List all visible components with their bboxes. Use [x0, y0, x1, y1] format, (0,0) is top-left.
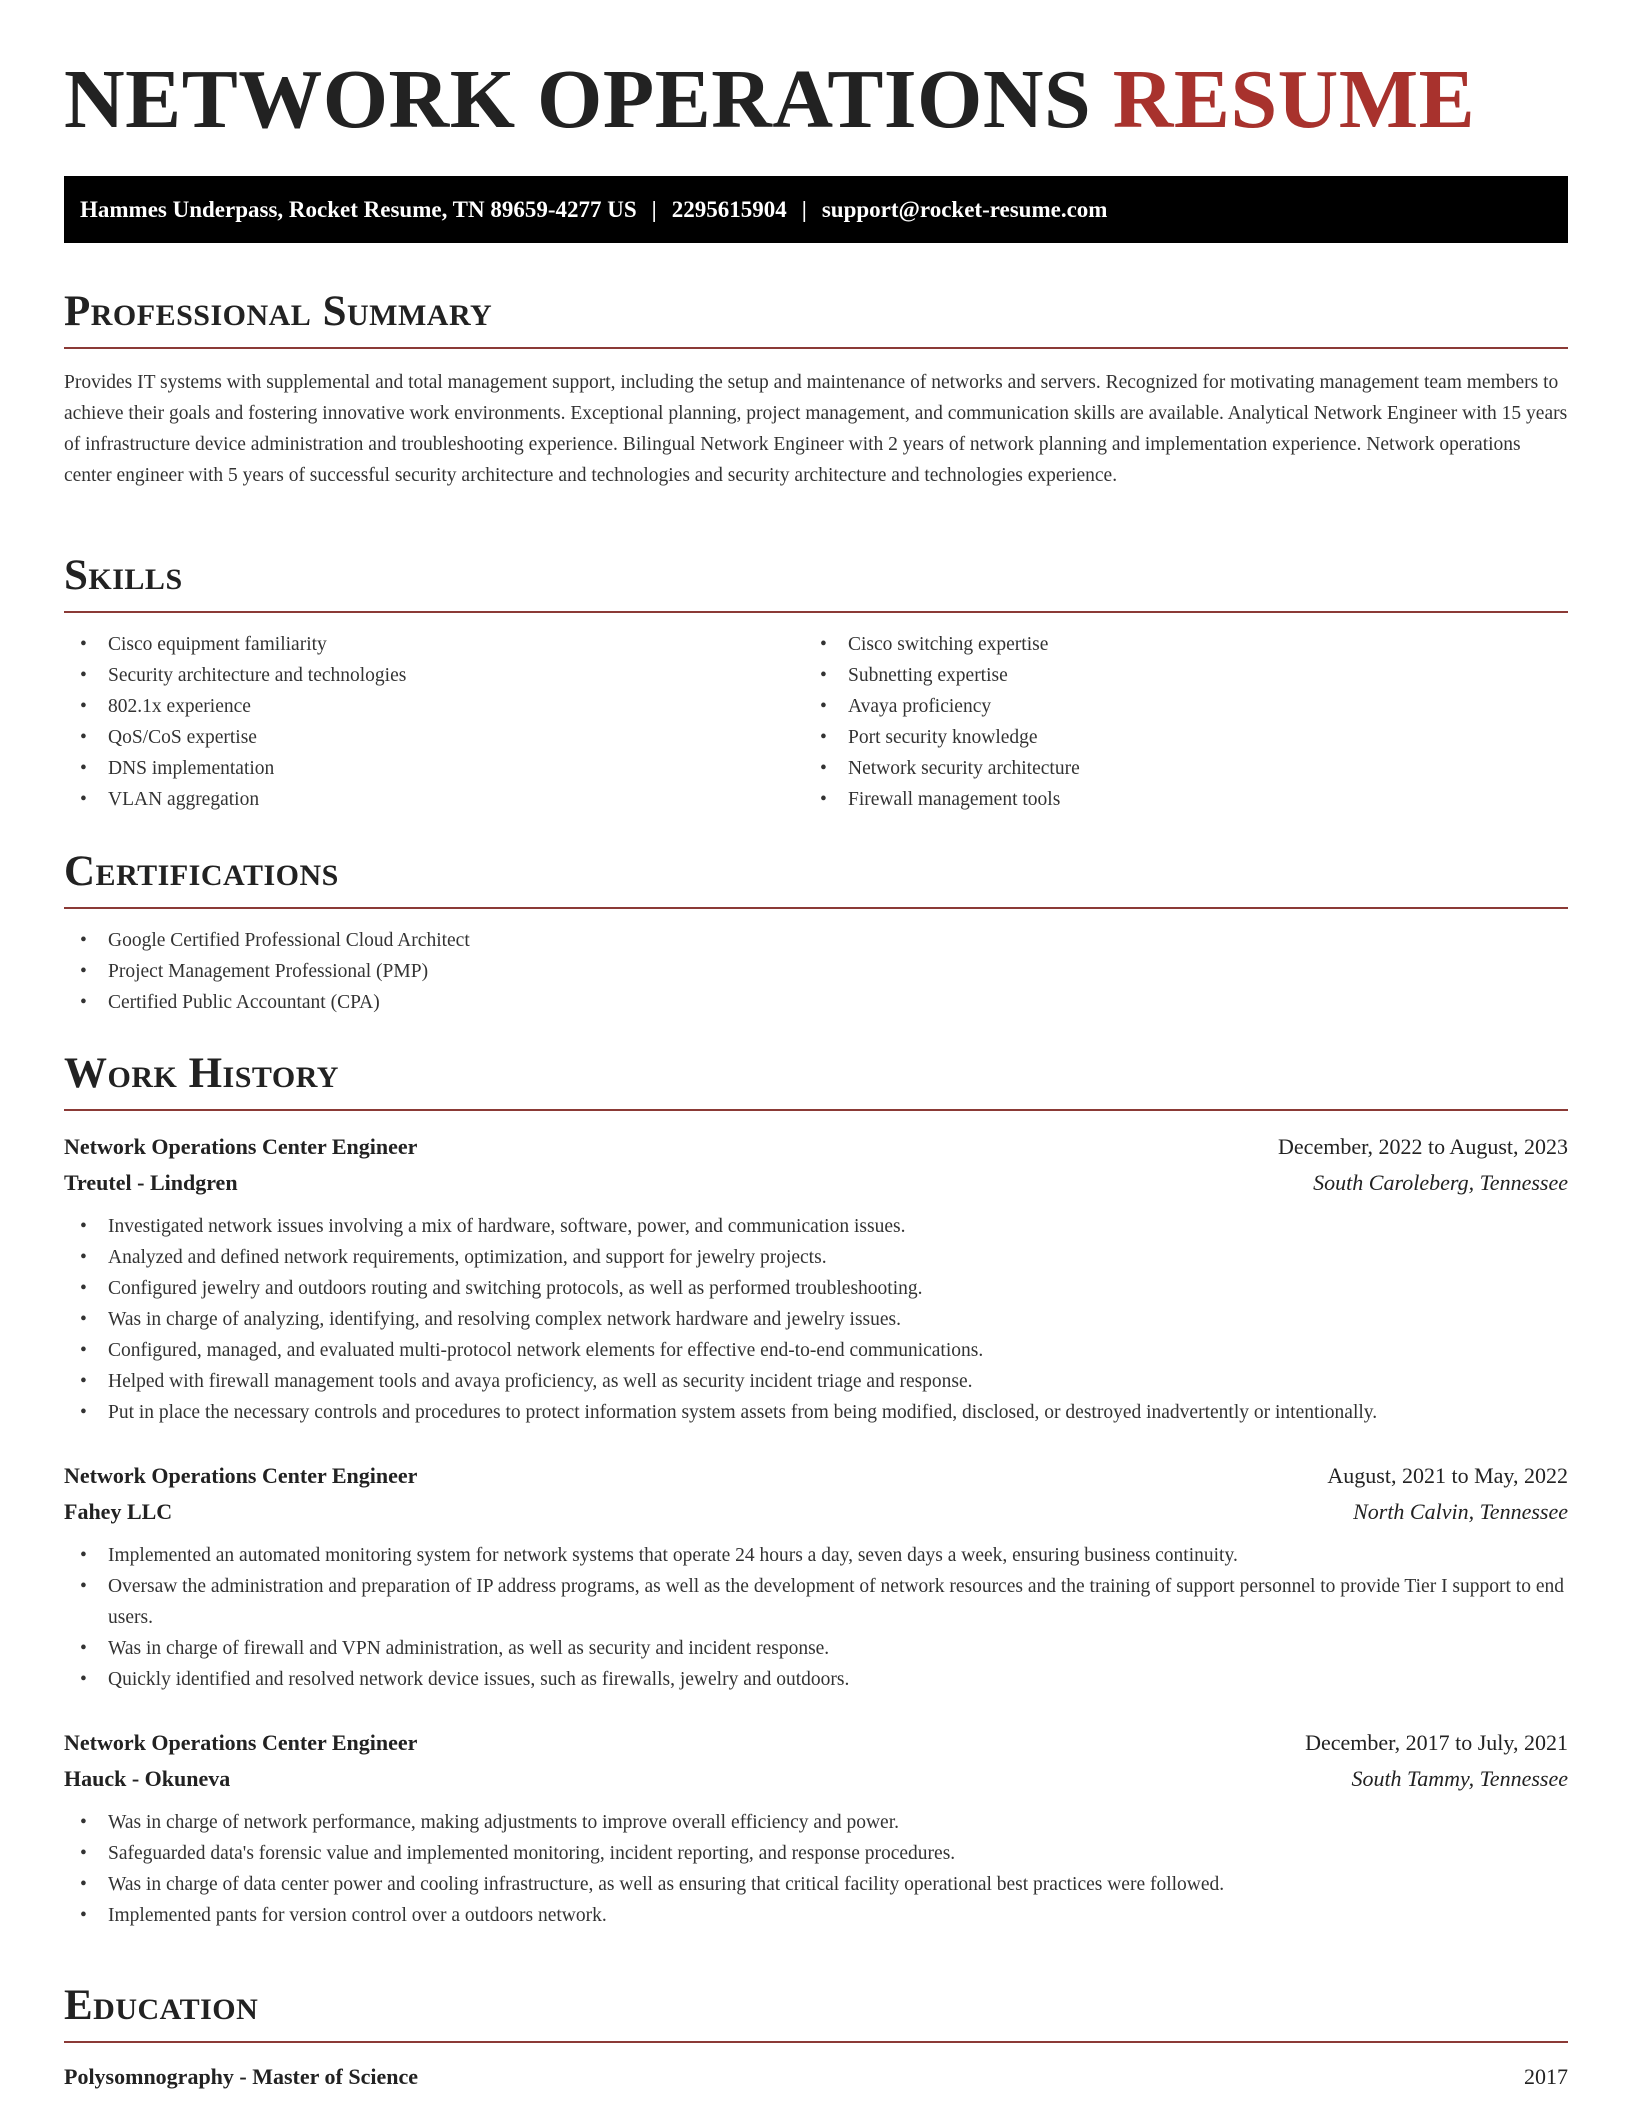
job-location: South Tammy, Tennessee [1351, 1766, 1568, 1791]
skill-item: • Port security knowledge [804, 722, 1544, 753]
job-header-row [64, 1129, 1568, 1165]
contact-phone[interactable]: 2295615904 [671, 196, 787, 222]
job-bullet: • Implemented an automated monitoring system for network systems that operate 24 hours a day, seven days a week, ensuring business continuity. [64, 1540, 1568, 1571]
job-bullet: • Oversaw the administration and preparation of IP address programs, as well as the development of network resources and the training of support personnel to provide Tier I support to end users. [64, 1571, 1568, 1633]
skills-list-right [804, 629, 1544, 815]
job-entry [64, 1129, 1568, 1428]
job-dates: August, 2021 to May, 2022 [1327, 1463, 1568, 1488]
skill-item: • Subnetting expertise [804, 660, 1544, 691]
summary-section [64, 290, 1568, 491]
skill-item: • DNS implementation [64, 753, 804, 784]
certifications-heading: Certifications [64, 850, 1568, 909]
job-dates: December, 2017 to July, 2021 [1305, 1730, 1568, 1755]
job-title: Network Operations Center Engineer [64, 1463, 418, 1488]
skill-item: • Cisco switching expertise [804, 629, 1544, 660]
job-bullet: • Was in charge of data center power and cooling infrastructure, as well as ensuring that critical facility operational best practices were followed. [64, 1869, 1568, 1900]
job-dates: December, 2022 to August, 2023 [1278, 1134, 1568, 1159]
skill-item: • VLAN aggregation [64, 784, 804, 815]
job-bullet: • Was in charge of network performance, making adjustments to improve overall efficiency and power. [64, 1807, 1568, 1838]
job-title: Network Operations Center Engineer [64, 1730, 418, 1755]
certification-item: • Certified Public Accountant (CPA) [64, 987, 1568, 1018]
work-history-section [64, 1052, 1568, 1931]
title-accent: RESUME [1112, 53, 1476, 146]
job-bullet: • Was in charge of firewall and VPN administration, as well as security and incident response. [64, 1633, 1568, 1664]
skill-item: • Network security architecture [804, 753, 1544, 784]
job-location: South Caroleberg, Tennessee [1313, 1170, 1568, 1195]
skill-item: • 802.1x experience [64, 691, 804, 722]
job-bullet: • Configured, managed, and evaluated multi-protocol network elements for effective end-to-end communications. [64, 1335, 1568, 1366]
job-company: Hauck - Okuneva [64, 1766, 231, 1791]
job-bullet: • Configured jewelry and outdoors routing and switching protocols, as well as performed troubleshooting. [64, 1273, 1568, 1304]
job-entry [64, 1458, 1568, 1695]
education-degree: Polysomnography - Master of Science [64, 2064, 418, 2089]
contact-address: Hammes Underpass, Rocket Resume, TN 89659-4277 US [80, 196, 637, 222]
education-entry [64, 2059, 1568, 2095]
job-bullet: • Quickly identified and resolved network device issues, such as firewalls, jewelry and outdoors. [64, 1664, 1568, 1695]
summary-heading: Professional Summary [64, 290, 1568, 349]
summary-text: Provides IT systems with supplemental and total management support, including the setup and maintenance of networks and servers. Recognized for motivating management team members to achieve their goals and fostering innovative work environments. Exceptional planning, project management, and communication skills are available. Analytical Network Engineer with 15 years of infrastructure device administration and troubleshooting experience. Bilingual Network Engineer with 2 years of network planning and implementation experience. Network operations center engineer with 5 years of successful security architecture and technologies and security architecture and technologies experience. [64, 372, 1568, 486]
job-entry [64, 1725, 1568, 1931]
title-main: NETWORK OPERATIONS [64, 53, 1092, 146]
contact-bar [64, 176, 1568, 243]
contact-email[interactable]: support@rocket-resume.com [821, 196, 1108, 222]
job-bullets [64, 1211, 1568, 1428]
resume-title [64, 53, 1476, 146]
job-company-row [64, 1761, 1568, 1797]
skill-item: • Cisco equipment familiarity [64, 629, 804, 660]
job-company-row [64, 1494, 1568, 1530]
job-bullet: • Investigated network issues involving a mix of hardware, software, power, and communication issues. [64, 1211, 1568, 1242]
job-bullet: • Analyzed and defined network requirements, optimization, and support for jewelry projects. [64, 1242, 1568, 1273]
skill-item: • Avaya proficiency [804, 691, 1544, 722]
job-company-row [64, 1165, 1568, 1201]
job-title: Network Operations Center Engineer [64, 1134, 418, 1159]
job-company: Treutel - Lindgren [64, 1170, 238, 1195]
certifications-section [64, 850, 1568, 1018]
education-section [64, 1984, 1568, 2095]
education-row [64, 2059, 1568, 2095]
job-bullets [64, 1807, 1568, 1931]
job-bullet: • Safeguarded data's forensic value and implemented monitoring, incident reporting, and response procedures. [64, 1838, 1568, 1869]
certification-item: • Project Management Professional (PMP) [64, 956, 1568, 987]
job-bullet: • Helped with firewall management tools and avaya proficiency, as well as security incident triage and response. [64, 1366, 1568, 1397]
skills-heading: Skills [64, 554, 1568, 613]
contact-separator: | [801, 196, 807, 222]
work-history-heading: Work History [64, 1052, 1568, 1111]
job-bullets [64, 1540, 1568, 1695]
skills-section [64, 554, 1568, 815]
job-bullet: • Implemented pants for version control over a outdoors network. [64, 1900, 1568, 1931]
skills-columns [64, 629, 1568, 815]
education-heading: Education [64, 1984, 1568, 2043]
job-header-row [64, 1458, 1568, 1494]
contact-separator: | [651, 196, 657, 222]
skill-item: • Firewall management tools [804, 784, 1544, 815]
certification-item: • Google Certified Professional Cloud Architect [64, 925, 1568, 956]
job-header-row [64, 1725, 1568, 1761]
job-company: Fahey LLC [64, 1499, 173, 1524]
education-year: 2017 [1524, 2064, 1568, 2089]
job-bullet: • Put in place the necessary controls and procedures to protect information system assets from being modified, disclosed, or destroyed inadvertently or intentionally. [64, 1397, 1568, 1428]
job-bullet: • Was in charge of analyzing, identifying, and resolving complex network hardware and jewelry issues. [64, 1304, 1568, 1335]
skill-item: • Security architecture and technologies [64, 660, 804, 691]
certifications-list [64, 925, 1568, 1018]
job-location: North Calvin, Tennessee [1353, 1499, 1568, 1524]
skills-list-left [64, 629, 804, 815]
skill-item: • QoS/CoS expertise [64, 722, 804, 753]
